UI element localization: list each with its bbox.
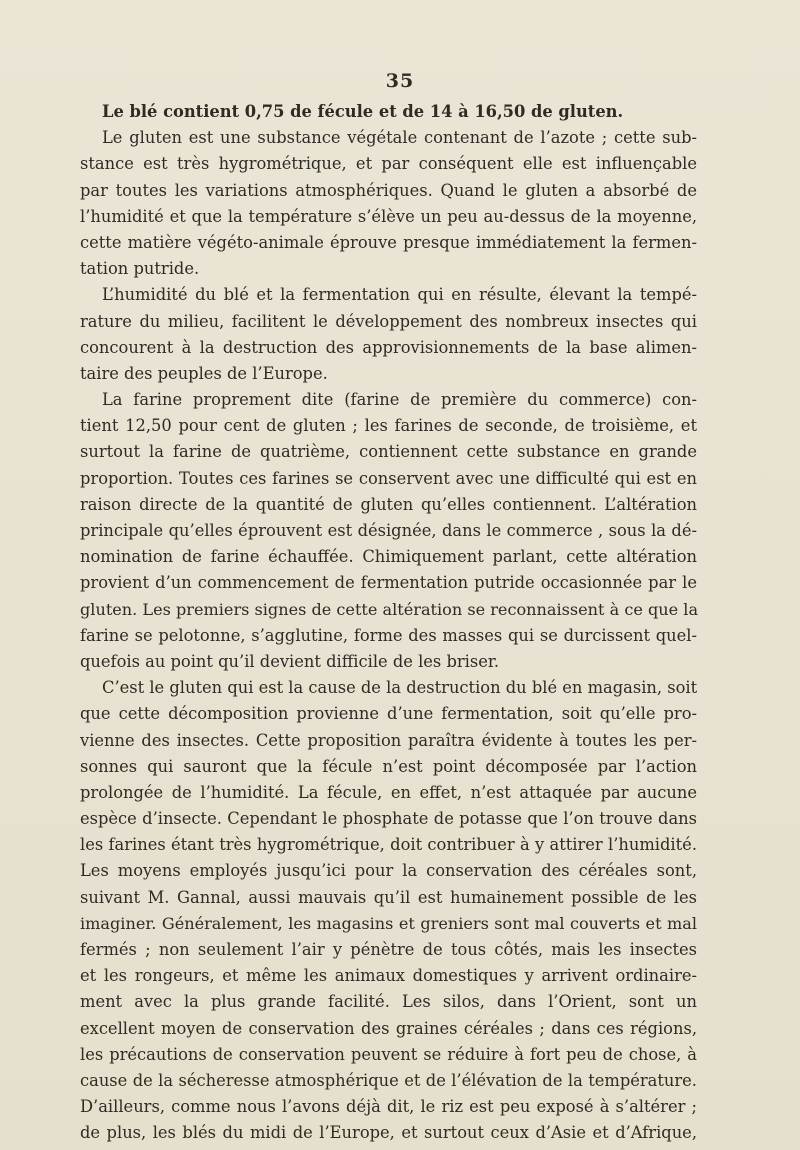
text-line: quefois au point qu’il devient difficile de les briser. xyxy=(80,651,500,671)
text-line: surtout la farine de quatrième, contiennent cette substance en grande xyxy=(80,442,697,462)
text-line: raison directe de la quantité de gluten qu’elles contiennent. L’altération xyxy=(80,494,697,514)
text-line: nomination de farine échauffée. Chimiquement parlant, cette altération xyxy=(80,547,697,567)
text-line: stance est très hygrométrique, et par conséquent elle est influençable xyxy=(80,154,697,174)
text-line: La farine proprement dite (farine de première du commerce) con- xyxy=(102,390,697,410)
text-line: concourent à la destruction des approvisionnements de la base alimen- xyxy=(80,337,697,357)
text-line: D’ailleurs, comme nous l’avons déjà dit, le riz est peu exposé à s’altérer ; xyxy=(80,1097,697,1117)
text-line: prolongée de l’humidité. La fécule, en effet, n’est attaquée par aucune xyxy=(80,782,697,802)
text-line: farine se pelotonne, s’agglutine, forme des masses qui se durcissent quel- xyxy=(80,625,697,645)
text-line: taire des peuples de l’Europe. xyxy=(80,363,328,383)
text-line: proportion. Toutes ces farines se conservent avec une difficulté qui est en xyxy=(80,468,697,488)
text-line: Le gluten est une substance végétale contenant de l’azote ; cette sub- xyxy=(102,128,697,148)
text-line: espèce d’insecte. Cependant le phosphate de potasse que l’on trouve dans xyxy=(80,809,697,829)
text-line: fermés ; non seulement l’air y pénètre de tous côtés, mais les insectes xyxy=(80,940,697,959)
text-line: l’humidité et que la température s’élève un peu au-dessus de la moyenne, xyxy=(80,206,697,226)
text-line: L’humidité du blé et la fermentation qui en résulte, élevant la tempé- xyxy=(102,285,697,305)
text-line: principale qu’elles éprouvent est désignée, dans le commerce , sous la dé- xyxy=(80,521,697,540)
text-line: provient d’un commencement de fermentation putride occasionnée par le xyxy=(80,573,697,593)
text-line: sonnes qui sauront que la fécule n’est point décomposée par l’action xyxy=(80,756,697,776)
text-line: cette matière végéto-animale éprouve presque immédiatement la fermen- xyxy=(80,232,697,252)
text-line: cause de la sécheresse atmosphérique et de l’élévation de la température. xyxy=(80,1070,697,1090)
text-line: Le blé contient 0,75 de fécule et de 14 à 16,50 de gluten. xyxy=(102,102,624,121)
text-line: gluten. Les premiers signes de cette altération se reconnaissent à ce que la xyxy=(80,599,699,619)
text-line: suivant M. Gannal, aussi mauvais qu’il est humainement possible de les xyxy=(80,887,697,907)
text-line: de plus, les blés du midi de l’Europe, et surtout ceux d’Asie et d’Afrique, xyxy=(80,1123,697,1143)
text-line: les farines étant très hygrométrique, doit contribuer à y attirer l’humidité. xyxy=(80,835,697,855)
text-line: vienne des insectes. Cette proposition paraîtra évidente à toutes les per- xyxy=(80,730,697,750)
text-line: les précautions de conservation peuvent se réduire à fort peu de chose, à xyxy=(80,1044,697,1064)
text-line: par toutes les variations atmosphériques. Quand le gluten a absorbé de xyxy=(80,180,697,200)
text-line: tation putride. xyxy=(80,259,200,279)
text-line: excellent moyen de conservation des graines céréales ; dans ces régions, xyxy=(80,1018,697,1038)
text-line: imaginer. Généralement, les magasins et greniers sont mal couverts et mal xyxy=(80,913,697,933)
text-line: que cette décomposition provienne d’une fermentation, soit qu’elle pro- xyxy=(80,704,697,724)
text-line: C’est le gluten qui est la cause de la destruction du blé en magasin, soit xyxy=(102,678,698,698)
body-text xyxy=(80,99,697,1147)
page-number: 35 xyxy=(385,70,415,92)
text-line: Les moyens employés jusqu’ici pour la conservation des céréales sont, xyxy=(80,861,697,881)
text-line: rature du milieu, facilitent le développement des nombreux insectes qui xyxy=(80,311,697,331)
text-line: et les rongeurs, et même les animaux domestiques y arrivent ordinaire- xyxy=(80,966,697,986)
text-line: ment avec la plus grande facilité. Les silos, dans l’Orient, sont un xyxy=(80,992,697,1012)
text-line: tient 12,50 pour cent de gluten ; les farines de seconde, de troisième, et xyxy=(80,416,697,436)
